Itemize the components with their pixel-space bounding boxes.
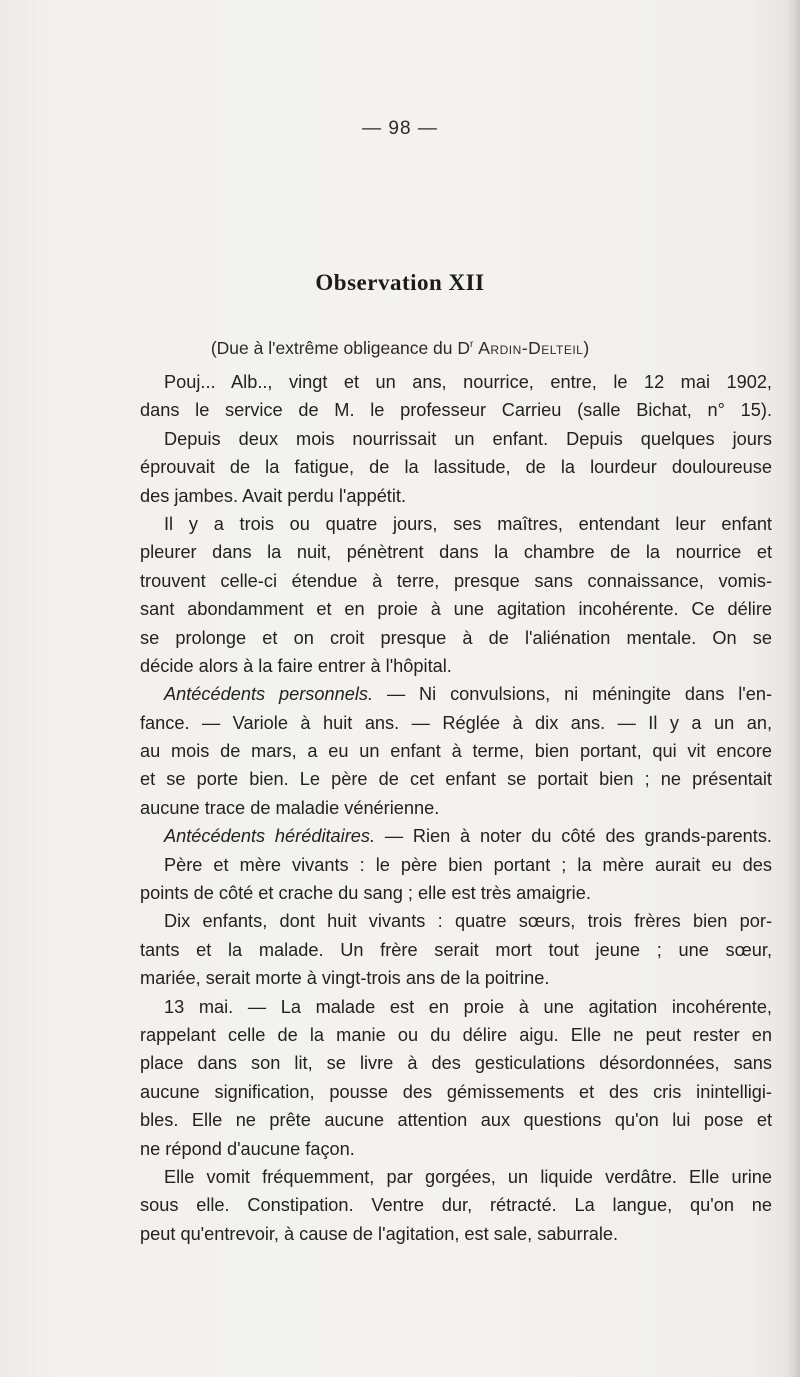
subtitle-superscript: r <box>470 339 474 351</box>
text-line: aucune trace de maladie vénérienne. <box>140 797 440 818</box>
text-line: dans le service de M. le professeur Carrieu (salle Bichat, n° 15). <box>140 400 772 421</box>
text-line: mariée, serait morte à vingt-trois ans de la poitrine. <box>140 968 550 989</box>
text-line: bles. Elle ne prête aucune attention aux questions qu'on lui pose et <box>140 1110 772 1131</box>
text-line: trouvent celle-ci étendue à terre, presque sans connaissance, vomis- <box>140 570 772 591</box>
text-line: pleurer dans la nuit, pénètrent dans la chambre de la nourrice et <box>140 542 772 563</box>
text-line: Il y a trois ou quatre jours, ses maîtres, entendant leur enfant <box>164 513 772 534</box>
text-line: ne répond d'aucune façon. <box>140 1138 355 1159</box>
observation-body <box>140 368 772 1248</box>
subtitle-doctor-name: Ardin-Delteil <box>478 338 584 358</box>
text-segment: — Ni convulsions, ni méningite dans l'en- <box>373 684 772 705</box>
observation-title: Observation XII <box>315 270 485 295</box>
text-line: 13 mai. — La malade est en proie à une agitation incohérente, <box>164 996 772 1017</box>
text-line: Dix enfants, dont huit vivants : quatre sœurs, trois frères bien por- <box>164 911 772 932</box>
antecedents-personnels-label: Antécédents personnels. <box>164 684 374 705</box>
text-line: aucune signification, pousse des gémissements et des cris inintelligi- <box>140 1081 772 1102</box>
text-line: tants et la malade. Un frère serait mort tout jeune ; une sœur, <box>140 939 772 960</box>
subtitle-prefix: (Due à l'extrême obligeance du D <box>210 338 471 358</box>
antecedents-personnels-line <box>140 680 772 708</box>
text-line: sant abondamment et en proie à une agitation incohérente. Ce délire <box>140 599 772 620</box>
text-line: Depuis deux mois nourrissait un enfant. Depuis quelques jours <box>164 428 772 449</box>
text-line: décide alors à la faire entrer à l'hôpital. <box>140 655 452 676</box>
antecedents-hereditaires-label: Antécédents héréditaires. <box>164 826 376 847</box>
subtitle-suffix: ) <box>583 338 590 358</box>
text-line: rappelant celle de la manie ou du délire aigu. Elle ne peut rester en <box>140 1024 772 1045</box>
text-line: Père et mère vivants : le père bien portant ; la mère aurait eu des <box>164 854 772 875</box>
text-line: se prolonge et on croit presque à de l'aliénation mentale. On se <box>140 627 772 648</box>
text-line: fance. — Variole à huit ans. — Réglée à dix ans. — Il y a un an, <box>140 712 772 733</box>
text-line: éprouvait de la fatigue, de la lassitude, de la lourdeur douloureuse <box>140 457 772 478</box>
text-line: au mois de mars, a eu un enfant à terme, bien portant, qui vit encore <box>140 741 772 762</box>
text-line: et se porte bien. Le père de cet enfant se portait bien ; ne présentait <box>140 769 772 790</box>
page-number: — 98 — <box>362 118 438 139</box>
text-line: place dans son lit, se livre à des gesticulations désordonnées, sans <box>140 1053 772 1074</box>
text-line: peut qu'entrevoir, à cause de l'agitation, est sale, saburrale. <box>140 1223 619 1244</box>
text-line: Elle vomit fréquemment, par gorgées, un liquide verdâtre. Elle urine <box>164 1166 772 1187</box>
page-edge-shadow <box>786 0 800 1377</box>
text-line: sous elle. Constipation. Ventre dur, rétracté. La langue, qu'on ne <box>140 1195 772 1216</box>
text-line: des jambes. Avait perdu l'appétit. <box>140 485 407 506</box>
text-segment: — Rien à noter du côté des grands-parents. <box>384 826 772 847</box>
antecedents-hereditaires-line <box>140 822 772 850</box>
text-line: points de côté et crache du sang ; elle est très amaigrie. <box>140 883 591 904</box>
text-line: Pouj... Alb.., vingt et un ans, nourrice, entre, le 12 mai 1902, <box>164 372 772 392</box>
observation-subtitle <box>0 338 800 359</box>
